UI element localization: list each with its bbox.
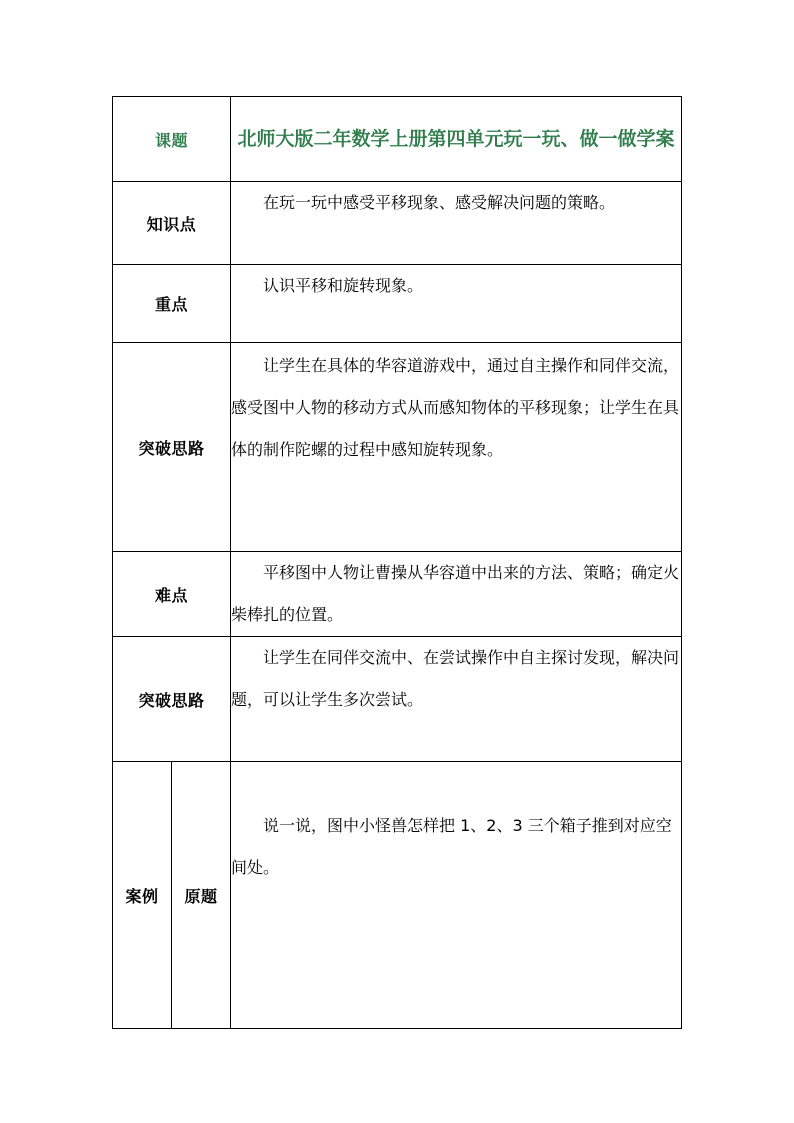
row-difficulty <box>113 552 682 637</box>
row-knowledge <box>113 182 682 265</box>
row-title <box>113 97 682 182</box>
label-approach-2: 突破思路 <box>113 637 231 762</box>
knowledge-text: 在玩一玩中感受平移现象、感受解决问题的策略。 <box>231 182 682 265</box>
label-approach-1: 突破思路 <box>113 343 231 552</box>
row-approach-1 <box>113 343 682 552</box>
example-text: 说一说，图中小怪兽怎样把 1、2、3 三个箱子推到对应空间处。 <box>231 762 682 1029</box>
approach-1-text: 让学生在具体的华容道游戏中，通过自主操作和同伴交流，感受图中人物的移动方式从而感知物体的平移现象；让学生在具体的制作陀螺的过程中感知旋转现象。 <box>231 343 682 552</box>
row-example <box>113 762 682 1029</box>
approach-2-text: 让学生在同伴交流中、在尝试操作中自主探讨发现，解决问题，可以让学生多次尝试。 <box>231 637 682 762</box>
lesson-plan-table <box>112 96 682 1029</box>
row-key-point <box>113 265 682 343</box>
label-knowledge: 知识点 <box>113 182 231 265</box>
label-title: 课题 <box>113 97 231 182</box>
lesson-title: 北师大版二年数学上册第四单元玩一玩、做一做学案 <box>231 97 682 182</box>
label-key-point: 重点 <box>113 265 231 343</box>
difficulty-text: 平移图中人物让曹操从华容道中出来的方法、策略；确定火柴棒扎的位置。 <box>231 552 682 637</box>
row-approach-2 <box>113 637 682 762</box>
label-difficulty: 难点 <box>113 552 231 637</box>
label-example: 案例 <box>113 762 172 1029</box>
label-original-question: 原题 <box>172 762 231 1029</box>
key-point-text: 认识平移和旋转现象。 <box>231 265 682 343</box>
